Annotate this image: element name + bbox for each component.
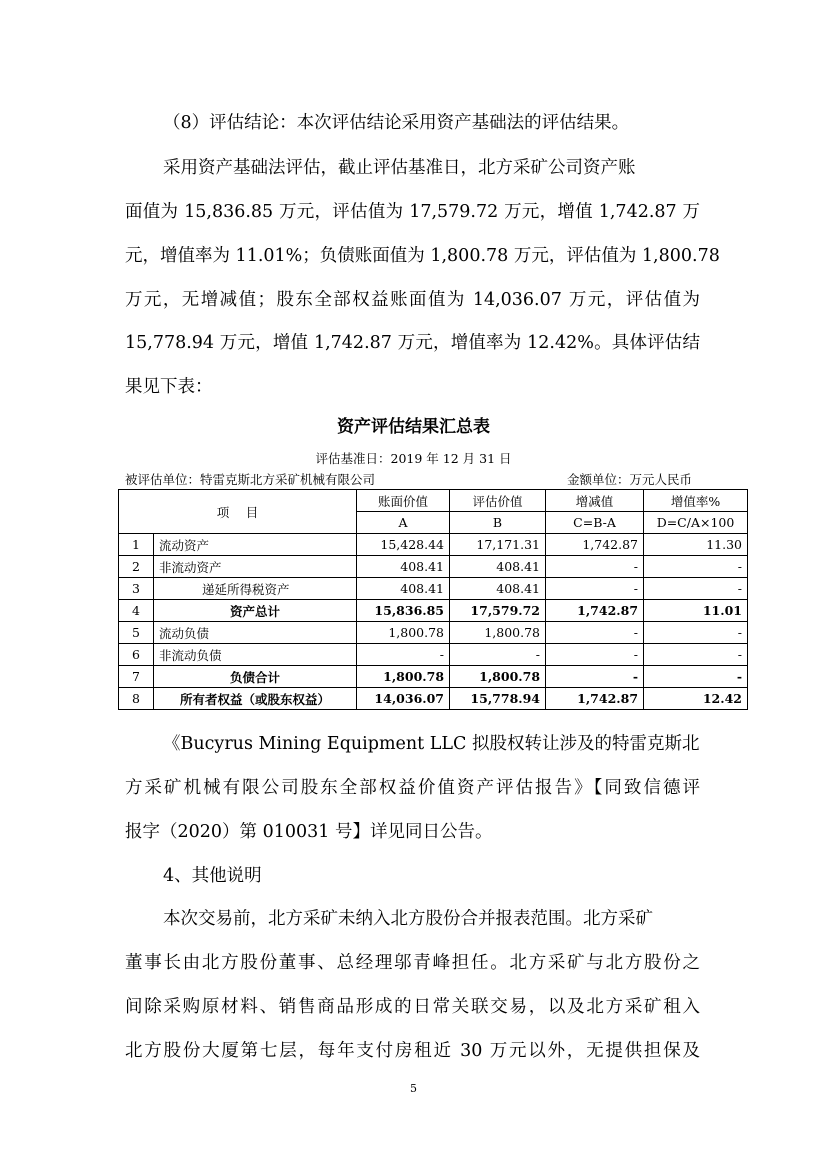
row-item-name: 负债合计 — [154, 666, 357, 688]
row-change-rate: - — [644, 666, 748, 688]
row-book-value: 15,428.44 — [357, 534, 450, 556]
currency-unit: 金额单位：万元人民币 — [567, 472, 693, 487]
row-book-value: 408.41 — [357, 578, 450, 600]
page-number: 5 — [410, 1082, 417, 1095]
row-appraised-value: 1,800.78 — [450, 622, 546, 644]
row-book-value: 1,800.78 — [357, 666, 450, 688]
row-change: 1,742.87 — [546, 600, 644, 622]
base-date: 评估基准日：2019 年 12 月 31 日 — [315, 451, 512, 466]
other-line: 本次交易前，北方采矿未纳入北方股份合并报表范围。北方采矿 — [163, 909, 653, 929]
row-appraised-value: 17,171.31 — [450, 534, 546, 556]
other-line: 北方股份大厦第七层，每年支付房租近 30 万元以外，无提供担保及 — [125, 1041, 700, 1061]
row-change-rate: - — [644, 644, 748, 666]
table-row — [119, 556, 748, 578]
header-change-rate: 增值率% — [644, 490, 748, 512]
formula-c: C=B-A — [546, 512, 644, 534]
table-row — [119, 534, 748, 556]
row-item-name: 非流动资产 — [154, 556, 357, 578]
table-title: 资产评估结果汇总表 — [337, 417, 490, 437]
row-appraised-value: 1,800.78 — [450, 666, 546, 688]
row-book-value: - — [357, 644, 450, 666]
table-row — [119, 666, 748, 688]
asset-evaluation-table — [118, 489, 748, 710]
table-header-row — [119, 490, 748, 512]
formula-d: D=C/A×100 — [644, 512, 748, 534]
row-book-value: 14,036.07 — [357, 688, 450, 710]
table-row — [119, 688, 748, 710]
body-line: 采用资产基础法评估，截止评估基准日，北方采矿公司资产账 — [163, 158, 636, 178]
row-number: 3 — [119, 578, 154, 600]
table-row — [119, 578, 748, 600]
section-heading: 4、其他说明 — [163, 866, 262, 886]
row-change: - — [546, 578, 644, 600]
row-item-name: 所有者权益（或股东权益） — [154, 688, 357, 710]
row-change: - — [546, 666, 644, 688]
row-number: 5 — [119, 622, 154, 644]
row-change-rate: 12.42 — [644, 688, 748, 710]
other-line: 董事长由北方股份董事、总经理邬青峰担任。北方采矿与北方股份之 — [125, 953, 700, 973]
row-item-name: 资产总计 — [154, 600, 357, 622]
reference-line: 方采矿机械有限公司股东全部权益价值资产评估报告》【同致信德评 — [125, 778, 700, 798]
reference-line: 报字（2020）第 010031 号】详见同日公告。 — [125, 822, 493, 842]
conclusion-paragraph: （8）评估结论：本次评估结论采用资产基础法的评估结果。 — [163, 113, 630, 133]
formula-a: A — [357, 512, 450, 534]
row-book-value: 15,836.85 — [357, 600, 450, 622]
row-change: - — [546, 556, 644, 578]
body-line: 元，增值率为 11.01%；负债账面值为 1,800.78 万元，评估值为 1,800.78 — [125, 246, 720, 266]
row-change: 1,742.87 — [546, 534, 644, 556]
row-number: 1 — [119, 534, 154, 556]
row-book-value: 1,800.78 — [357, 622, 450, 644]
header-item: 项 目 — [119, 490, 357, 534]
row-number: 8 — [119, 688, 154, 710]
row-change: - — [546, 644, 644, 666]
row-appraised-value: 15,778.94 — [450, 688, 546, 710]
header-appraised-value: 评估价值 — [450, 490, 546, 512]
row-change-rate: - — [644, 578, 748, 600]
formula-b: B — [450, 512, 546, 534]
body-line: 果见下表： — [125, 377, 213, 397]
row-change-rate: - — [644, 622, 748, 644]
header-book-value: 账面价值 — [357, 490, 450, 512]
row-change: 1,742.87 — [546, 688, 644, 710]
reference-line: 《Bucyrus Mining Equipment LLC 拟股权转让涉及的特雷克斯北 — [163, 734, 700, 754]
row-change-rate: 11.01 — [644, 600, 748, 622]
body-line: 面值为 15,836.85 万元，评估值为 17,579.72 万元，增值 1,742.87 万 — [125, 202, 700, 222]
table-row — [119, 600, 748, 622]
row-item-name: 非流动负债 — [154, 644, 357, 666]
body-line: 万元，无增减值；股东全部权益账面值为 14,036.07 万元，评估值为 — [125, 290, 700, 310]
row-appraised-value: - — [450, 644, 546, 666]
row-appraised-value: 17,579.72 — [450, 600, 546, 622]
row-change-rate: - — [644, 556, 748, 578]
row-change-rate: 11.30 — [644, 534, 748, 556]
row-change: - — [546, 622, 644, 644]
row-appraised-value: 408.41 — [450, 556, 546, 578]
row-number: 6 — [119, 644, 154, 666]
row-number: 7 — [119, 666, 154, 688]
row-number: 4 — [119, 600, 154, 622]
row-item-name: 流动负债 — [154, 622, 357, 644]
row-item-name: 流动资产 — [154, 534, 357, 556]
header-change: 增减值 — [546, 490, 644, 512]
table-row — [119, 644, 748, 666]
row-appraised-value: 408.41 — [450, 578, 546, 600]
row-number: 2 — [119, 556, 154, 578]
row-item-name: 递延所得税资产 — [154, 578, 357, 600]
table-row — [119, 622, 748, 644]
evaluated-entity: 被评估单位：特雷克斯北方采矿机械有限公司 — [125, 472, 376, 487]
row-book-value: 408.41 — [357, 556, 450, 578]
other-line: 间除采购原材料、销售商品形成的日常关联交易，以及北方采矿租入 — [125, 997, 700, 1017]
body-line: 15,778.94 万元，增值 1,742.87 万元，增值率为 12.42%。具体评估结 — [125, 333, 700, 353]
